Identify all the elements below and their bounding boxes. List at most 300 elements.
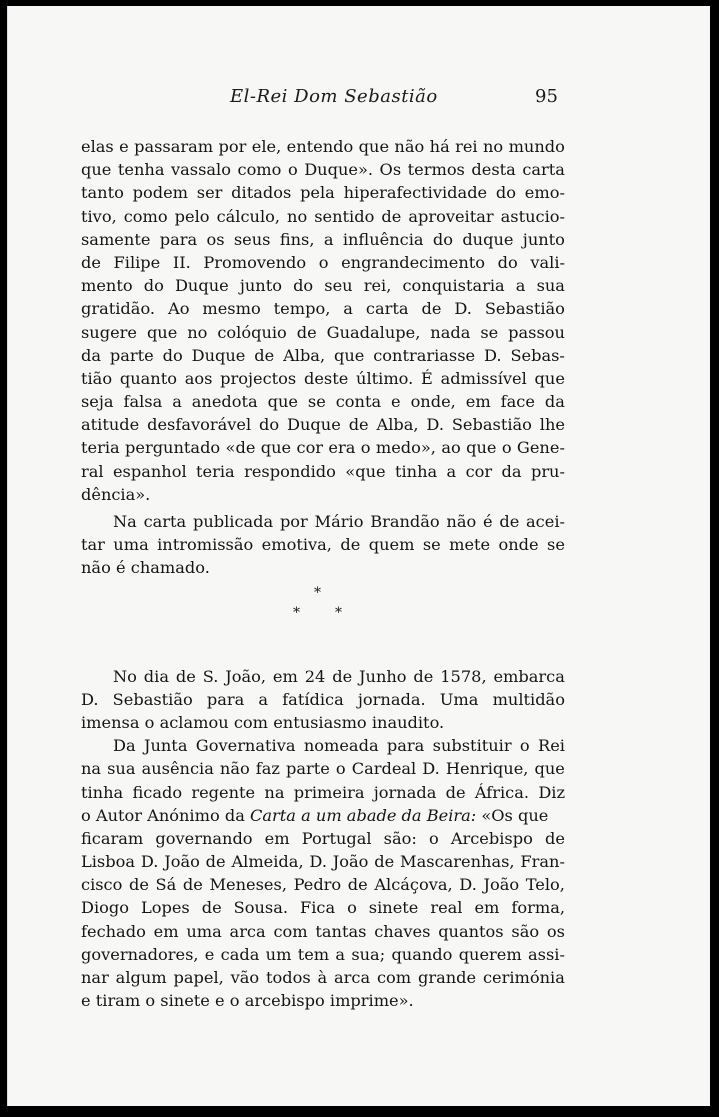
word: parte (286, 759, 330, 779)
word: governadores, (81, 944, 199, 964)
word: carta (522, 160, 565, 180)
word: Sousa. (233, 898, 288, 918)
word: podem (132, 183, 189, 203)
word: quem (368, 535, 415, 555)
word: cor (296, 438, 324, 458)
word: à (317, 968, 328, 987)
word: emotiva, (261, 535, 332, 555)
word: pela (300, 183, 335, 203)
word: querem (458, 944, 522, 964)
word: de (374, 852, 395, 872)
word: chaves (374, 921, 431, 941)
word: como (123, 206, 168, 226)
word: quando (391, 944, 453, 964)
word: parte (109, 345, 154, 365)
word: D. (454, 299, 472, 319)
word: assi- (528, 944, 565, 964)
word: que (260, 438, 292, 458)
word: que (333, 345, 365, 365)
word: e (204, 944, 215, 964)
word: o (501, 438, 512, 458)
word: astucio- (500, 206, 565, 226)
word: Alba, (283, 345, 326, 365)
word: Brandão (370, 512, 440, 531)
text-line (81, 181, 565, 204)
word: o (229, 991, 240, 1011)
word: ser (196, 183, 223, 203)
word: de (413, 666, 434, 686)
word: de (175, 666, 196, 686)
word: embarca (493, 666, 565, 686)
word: todos (266, 968, 311, 987)
word: de (201, 898, 222, 918)
text-line (81, 556, 565, 579)
word: do (497, 252, 518, 272)
word: tem (297, 944, 330, 964)
word: seu (324, 276, 353, 296)
word: do (432, 229, 453, 249)
word: João (483, 875, 520, 895)
word: de (421, 299, 442, 319)
word: ficaram (81, 828, 144, 848)
word: tinha (81, 782, 124, 802)
word: Lopes (140, 898, 190, 918)
word: os (546, 921, 565, 941)
word: gratidão. (81, 299, 156, 319)
word: tenha (117, 160, 165, 180)
word: Diz (538, 782, 565, 802)
body-text (81, 135, 565, 1012)
text-line (81, 367, 565, 390)
word: de (348, 415, 369, 435)
word: não (394, 137, 425, 156)
word: no (483, 137, 504, 156)
word: dia (143, 666, 169, 686)
word: influência (342, 229, 424, 249)
word: arca (334, 968, 371, 987)
word: Uma (439, 689, 479, 709)
word: quantos (438, 921, 504, 941)
word: junto (522, 229, 565, 249)
word: de (205, 852, 226, 872)
word: Almeida, (231, 852, 304, 872)
word: hiperafectividade (343, 183, 488, 203)
word: da (81, 345, 102, 365)
word: aos (184, 368, 213, 388)
word: Duque (174, 276, 229, 296)
word: D. (426, 415, 444, 435)
word: tião (81, 368, 113, 388)
word: Duque (287, 415, 341, 435)
word: por (279, 512, 308, 531)
word: Junho (359, 666, 407, 686)
word: deste (303, 368, 349, 388)
word: em (474, 898, 500, 918)
word: que (146, 322, 178, 342)
word: D. (140, 852, 159, 872)
word: que (534, 759, 565, 779)
word: a (343, 299, 353, 319)
word: elas (81, 137, 114, 156)
word: não (219, 759, 250, 779)
word: Arcebispo (450, 828, 533, 848)
word: sinete (368, 898, 419, 918)
word: sugere (81, 322, 137, 342)
word: entusiasmo (273, 712, 367, 732)
word: vassalo (171, 160, 231, 180)
word: regente (191, 782, 256, 802)
word: ficado (132, 782, 183, 802)
word: arca (229, 921, 266, 941)
text-line (81, 804, 565, 827)
word: se (480, 322, 499, 342)
word: sua (536, 276, 565, 296)
word: tivo, (81, 206, 117, 226)
word: cada (220, 944, 260, 964)
text-line (81, 135, 565, 158)
word: da (501, 461, 522, 481)
word: «que (345, 461, 386, 481)
word: que (267, 392, 298, 412)
word: se (547, 535, 565, 555)
word: a (323, 229, 334, 249)
word: colóquio (217, 322, 287, 342)
word: o (145, 991, 156, 1011)
word: o (428, 828, 439, 848)
word: de (347, 875, 368, 895)
word: Telo, (525, 875, 565, 895)
word: contrariasse (373, 345, 476, 365)
word: passou (508, 322, 565, 342)
word: África. (474, 782, 530, 802)
word: rei (455, 137, 478, 156)
word: em (153, 921, 179, 941)
word: primeira (293, 782, 365, 802)
text-line (81, 228, 565, 251)
word: Fran- (520, 852, 565, 872)
word: por (218, 137, 247, 156)
text-line (81, 711, 565, 734)
text-line (81, 510, 565, 533)
word: «de (225, 438, 256, 458)
word: não (446, 512, 477, 531)
word: sinete (160, 991, 210, 1011)
word: Duque (191, 345, 246, 365)
text-segment: «Os que (481, 805, 549, 825)
word: a (172, 392, 182, 412)
word: uma (186, 921, 222, 941)
word: o (318, 252, 329, 272)
word: lhe (539, 415, 565, 435)
word: Gene- (516, 438, 565, 458)
text-line (81, 413, 565, 436)
word: Sebastião (451, 415, 532, 435)
word: não (81, 558, 111, 578)
word: S. (202, 666, 219, 686)
word: teria (81, 438, 120, 458)
word: que (358, 137, 390, 156)
word: tanto (81, 183, 124, 203)
word: duque (462, 229, 514, 249)
word: Henrique, (445, 759, 529, 779)
word: publicada (192, 512, 274, 531)
word: é (116, 558, 126, 578)
word: Mário (314, 512, 364, 531)
word: do (293, 276, 314, 296)
word: que (81, 160, 112, 180)
word: João, (225, 666, 267, 686)
word: mesmo (202, 299, 261, 319)
word: II. (172, 252, 191, 272)
word: Portugal (301, 828, 372, 848)
word: seja (81, 392, 114, 412)
word: ao (441, 438, 461, 458)
paragraph-3 (81, 665, 565, 735)
word: para (386, 736, 425, 756)
word: quanto (119, 368, 177, 388)
word: junto (239, 276, 282, 296)
word: cor (465, 461, 493, 481)
word: D. (309, 852, 327, 872)
word: Sebastião (112, 689, 193, 709)
word: são (511, 921, 540, 941)
running-title: El-Rei Dom Sebastião (230, 86, 438, 107)
word: falsa (123, 392, 163, 412)
word: e (391, 392, 401, 412)
word: se (307, 392, 326, 412)
word: tempo, (273, 299, 331, 319)
word: aproveitar (408, 206, 494, 226)
word: tinha (394, 461, 438, 481)
word: inaudito. (371, 712, 445, 732)
word: Alcáçova, (374, 875, 453, 895)
word: os (206, 229, 225, 249)
text-line (81, 297, 565, 320)
word: ele, (251, 137, 282, 156)
word: chamado. (130, 558, 210, 578)
word: no (187, 322, 208, 342)
word: Sebas- (510, 345, 565, 365)
word: face (500, 392, 535, 412)
word: uma (113, 535, 149, 555)
word: a (335, 944, 346, 964)
word: com (273, 921, 308, 941)
word: entendo (286, 137, 354, 156)
text-line (81, 665, 565, 688)
word: de (544, 828, 565, 848)
word: No (113, 666, 137, 686)
text-line (81, 920, 565, 943)
word: na (81, 759, 102, 779)
word: conta (335, 392, 382, 412)
word: e (215, 991, 225, 1011)
word: admissível (440, 368, 527, 388)
word: sua (107, 759, 136, 779)
word: passaram (134, 137, 214, 156)
word: de (332, 666, 353, 686)
word: emo- (524, 183, 565, 203)
paragraph-2 (81, 510, 565, 580)
text-line (81, 850, 565, 873)
word: substituir (432, 736, 512, 756)
word: nada (430, 322, 471, 342)
word: a (446, 461, 457, 481)
word: termos (407, 160, 465, 180)
text-line (81, 460, 565, 483)
text-line (81, 483, 565, 506)
word: Filipe (113, 252, 161, 272)
word: é (482, 512, 493, 531)
text-line (81, 251, 565, 274)
word: de (128, 875, 149, 895)
word: jornada (373, 782, 437, 802)
word: Ao (168, 299, 190, 319)
word: era (328, 438, 356, 458)
book-page (7, 6, 710, 1106)
word: de (445, 782, 466, 802)
text-line (81, 781, 565, 804)
word: como (237, 160, 282, 180)
word: anedota (191, 392, 258, 412)
word: Guadalupe, (326, 322, 421, 342)
asterisk-left: * (293, 604, 300, 621)
word: jornada. (357, 689, 426, 709)
word: nomeada (303, 736, 379, 756)
text-line (81, 896, 565, 919)
text-line (81, 436, 565, 459)
word: imensa (81, 712, 140, 732)
word: ditados (231, 183, 292, 203)
word: e (119, 137, 129, 156)
word: D. (459, 875, 477, 895)
word: Fica (299, 898, 336, 918)
word: desta (471, 160, 516, 180)
word: algum (115, 968, 167, 987)
word: Na (113, 512, 137, 531)
word: D. (81, 689, 99, 709)
word: acei- (526, 512, 565, 531)
word: fins, (279, 229, 315, 249)
word: ral (81, 461, 104, 481)
word: de (254, 345, 275, 365)
word: perguntado (125, 438, 221, 458)
word: que (534, 368, 565, 388)
text-line (81, 734, 565, 757)
word: grande (417, 968, 477, 987)
word: intromissão (157, 535, 254, 555)
word: carta (143, 512, 187, 531)
word: último. (356, 368, 414, 388)
word: dência». (81, 484, 151, 504)
word: tar (81, 535, 105, 555)
word: pru- (530, 461, 565, 481)
word: sentido (314, 206, 375, 226)
word: faz (255, 759, 280, 779)
word: espanhol (112, 461, 187, 481)
word: real (430, 898, 463, 918)
text-line (81, 274, 565, 297)
text-line (81, 757, 565, 780)
word: 1578, (440, 666, 487, 686)
word: se (422, 535, 441, 555)
word: para (206, 689, 245, 709)
word: Rei (538, 736, 565, 756)
word: engrandecimento (341, 252, 486, 272)
text-line (81, 827, 565, 850)
word: Mascarenhas, (400, 852, 515, 872)
word: o (519, 736, 530, 756)
text-line (81, 533, 565, 556)
text-line (81, 321, 565, 344)
word: João (332, 852, 369, 872)
italic-title: Carta a um abade da Beira: (250, 805, 477, 825)
word: multidão (492, 689, 565, 709)
word: onde (498, 535, 539, 555)
text-segment: o Autor Anónimo da (81, 805, 245, 825)
text-line (81, 943, 565, 966)
text-line (81, 158, 565, 181)
word: tantas (315, 921, 367, 941)
word: Lisboa (81, 852, 135, 872)
word: Cardeal (351, 759, 417, 779)
word: vão (230, 968, 260, 987)
word: o (335, 759, 346, 779)
word: Da (113, 736, 136, 756)
section-separator (81, 580, 565, 665)
word: de (381, 206, 402, 226)
text-line (81, 966, 565, 989)
word: o (144, 712, 155, 732)
word: cisco (81, 875, 123, 895)
word: há (429, 137, 450, 156)
word: seus (233, 229, 271, 249)
paragraph-4 (81, 734, 565, 1012)
word: aclamou (159, 712, 229, 732)
word: pelo (174, 206, 210, 226)
word: arcebispo (244, 991, 325, 1011)
word: de (182, 875, 203, 895)
word: a (515, 276, 526, 296)
word: tiram (95, 991, 141, 1011)
word: atitude (81, 415, 140, 435)
word: são: (383, 828, 417, 848)
word: teria (196, 461, 235, 481)
word: governando (155, 828, 253, 848)
word: o (360, 438, 371, 458)
word: do (259, 415, 280, 435)
paragraph-1 (81, 135, 565, 506)
word: Sebastião (484, 299, 565, 319)
page-number: 95 (535, 86, 558, 107)
word: vali- (530, 252, 565, 272)
text-line (81, 989, 565, 1012)
word: de (81, 252, 101, 272)
word: cerimónia (482, 968, 565, 987)
word: rei, (363, 276, 392, 296)
word: com (233, 712, 269, 732)
word: Duque». (304, 160, 374, 180)
word: a (258, 689, 269, 709)
word: mete (449, 535, 491, 555)
word: Promovendo (203, 252, 307, 272)
word: Diogo (81, 898, 130, 918)
word: cálculo, (216, 206, 281, 226)
word: desfavorável (147, 415, 252, 435)
word: um (265, 944, 292, 964)
word: medo», (375, 438, 436, 458)
word: Meneses, (209, 875, 287, 895)
text-line (81, 873, 565, 896)
